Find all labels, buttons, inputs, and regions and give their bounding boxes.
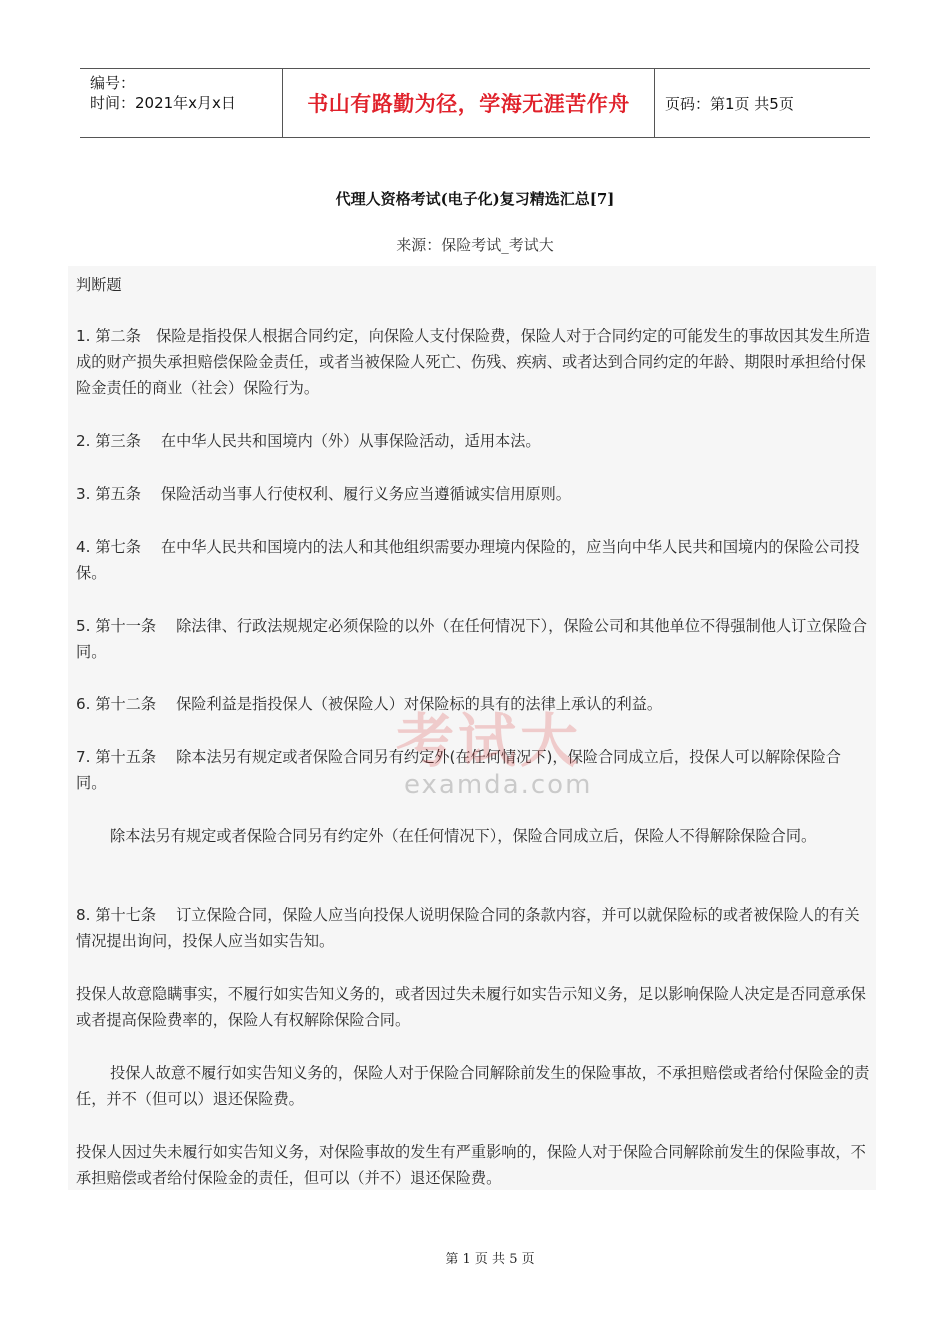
number-label: 编号： [90,74,136,92]
paragraph-8: 8. 第十七条 订立保险合同，保险人应当向投保人说明保险合同的条款内容，并可以就保险标的或者被保险人的有关情况提出询问，投保人应当如实告知。 [76,906,860,950]
document-title: 代理人资格考试(电子化)复习精选汇总[7] [335,190,615,208]
content-area [68,266,876,1190]
paragraph-1: 1. 第二条 保险是指投保人根据合同约定，向保险人支付保险费，保险人对于合同约定的可能发生的事故因其发生所造成的财产损失承担赔偿保险金责任，或者当被保险人死亡、伤残、疾病、或者达到合同约定的年龄、期限时承担给付保险金责任的商业（社会）保险行为。 [76,327,870,397]
page-info: 页码：第1页 共5页 [665,94,794,113]
document-source: 来源：保险考试_考试大 [396,236,554,254]
paragraph-7: 7. 第十五条 除本法另有规定或者保险合同另有约定外(在任何情况下)，保险合同成立后，投保人可以解除保险合同。 [76,748,841,792]
paragraph-3: 3. 第五条 保险活动当事人行使权利、履行义务应当遵循诚实信用原则。 [76,485,571,503]
watermark-chinese: 考试大 [396,707,583,775]
paragraph-8c: 投保人故意不履行如实告知义务的，保险人对于保险合同解除前发生的保险事故，不承担赔偿或者给付保险金的责任，并不（但可以）退还保险费。 [76,1064,870,1108]
section-heading: 判断题 [76,276,122,294]
paragraph-5: 5. 第十一条 除法律、行政法规规定必须保险的以外（在任何情况下），保险公司和其他单位不得强制他人订立保险合同。 [76,617,868,661]
paragraph-4: 4. 第七条 在中华人民共和国境内的法人和其他组织需要办理境内保险的，应当向中华人民共和国境内的保险公司投保。 [76,538,860,582]
page-footer: 第 1 页 共 5 页 [445,1252,535,1267]
document-header [80,68,870,138]
time-label: 时间：2021年x月x日 [90,94,236,112]
paragraph-8b: 投保人故意隐瞒事实，不履行如实告知义务的，或者因过失未履行如实告示知义务，足以影响保险人决定是否同意承保或者提高保险费率的，保险人有权解除保险合同。 [76,985,866,1029]
paragraph-7b: 除本法另有规定或者保险合同另有约定外（在任何情况下），保险合同成立后，保险人不得解除保险合同。 [110,827,817,845]
paragraph-6: 6. 第十二条 保险利益是指投保人（被保险人）对保险标的具有的法律上承认的利益。 [76,695,663,713]
watermark-english: examda.com [404,770,593,800]
paragraph-8d: 投保人因过失未履行如实告知义务，对保险事故的发生有严重影响的，保险人对于保险合同解除前发生的保险事故，不承担赔偿或者给付保险金的责任，但可以（并不）退还保险费。 [76,1143,866,1187]
motto-text: 书山有路勤为径，学海无涯苦作舟 [282,69,655,137]
paragraph-2: 2. 第三条 在中华人民共和国境内（外）从事保险活动，适用本法。 [76,432,541,450]
header-meta [80,69,282,137]
